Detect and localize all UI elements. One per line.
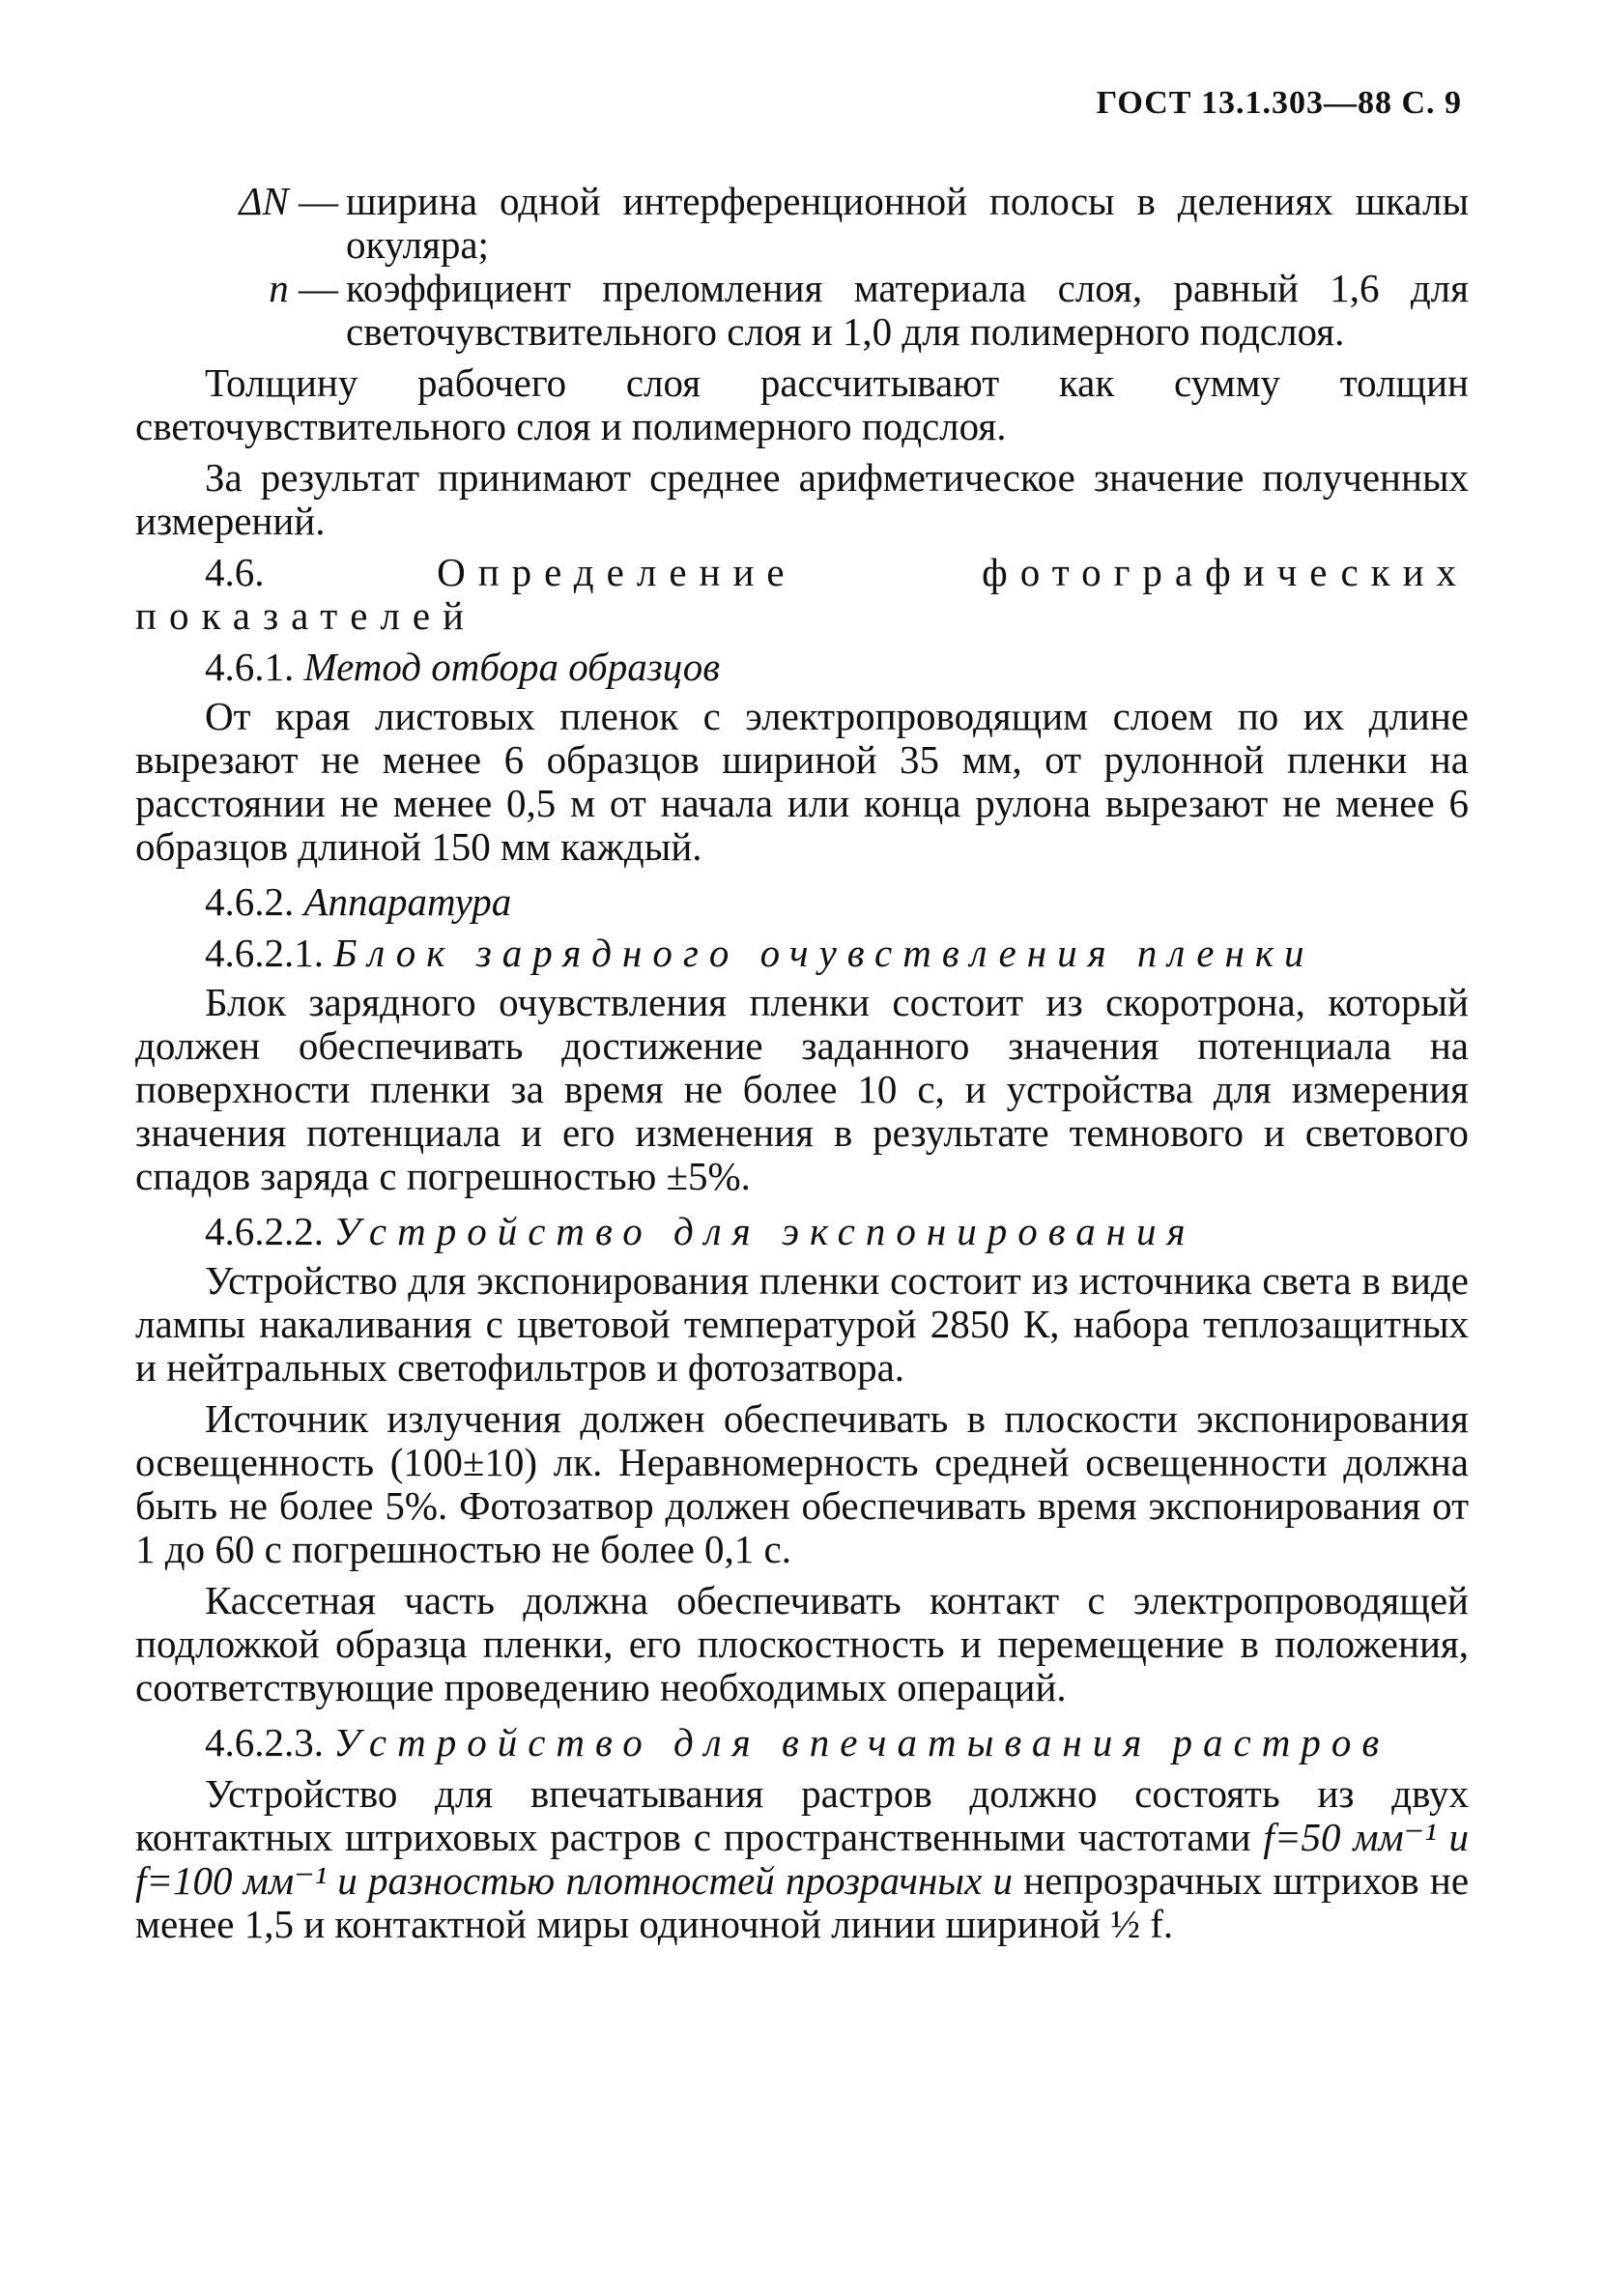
paragraph-result: За результат принимают среднее арифметическое значение полученных измерений. bbox=[135, 455, 1469, 543]
section-4-6-2-2-heading: 4.6.2.2. Устройство для экспонирования bbox=[205, 1209, 1196, 1253]
section-4-6-2-1-text: Блок зарядного очувствления пленки состоит из скоротрона, который должен обеспечивать достижение заданного значения потенциала на поверхности пленки за время не более 10 с, и устройства для измерения значения потенциала и его изменения в результате темнового и светового спадов заряда с погрешностью ±5%. bbox=[135, 980, 1469, 1198]
running-header: ГОСТ 13.1.303—88 С. 9 bbox=[1096, 85, 1462, 121]
section-4-6-2-1-heading: 4.6.2.1. Блок зарядного очувствления пленки bbox=[205, 931, 1315, 975]
section-4-6-1-text: От края листовых пленок с электропроводящим слоем по их длине вырезают не менее 6 образцов шириной 35 мм, от рулонной пленки на расстоянии не менее 0,5 м от начала или конца рулона вырезают не менее 6 образцов длиной 150 мм каждый. bbox=[135, 694, 1469, 869]
definition-text: коэффициент преломления материала слоя, равный 1,6 для светочувствительного слоя и 1,0 для полимерного подслоя. bbox=[346, 266, 1469, 354]
paragraph-thickness: Толщину рабочего слоя рассчитывают как сумму толщин светочувствительного слоя и полимерного подслоя. bbox=[135, 360, 1469, 448]
frequency-formula: f=50 мм⁻¹ и f=100 мм⁻¹ и разностью плотностей прозрачных и bbox=[135, 1815, 1469, 1903]
page-body bbox=[135, 180, 1469, 1946]
section-4-6-2-3-text: Устройство для впечатывания растров должно состоять из двух контактных штриховых растров с пространственными частотами f=50 мм⁻¹ и f=100 мм⁻¹ и разностью плотностей прозрачных и непрозрачных штрихов не менее 1,5 и контактной миры одиночной линии шириной ½ f. bbox=[135, 1771, 1470, 1946]
section-4-6-2-2-text-1: Устройство для экспонирования пленки состоит из источника света в виде лампы накаливания с цветовой температурой 2850 К, набора теплозащитных и нейтральных светофильтров и фотозатвора. bbox=[135, 1258, 1469, 1390]
definition-delta-n bbox=[135, 180, 1469, 267]
section-4-6-2-2-text-3: Кассетная часть должна обеспечивать контакт с электропроводящей подложкой образца пленки, его плоскостность и перемещение в положения, соответствующие проведению необходимых операций. bbox=[135, 1578, 1469, 1709]
definition-text: ширина одной интерференционной полосы в делениях шкалы окуляра; bbox=[346, 179, 1469, 267]
section-4-6-1-heading: 4.6.1. Метод отбора образцов bbox=[205, 645, 721, 689]
definition-symbol: ΔN — bbox=[239, 179, 338, 223]
section-4-6-2-3-heading: 4.6.2.3. Устройство для впечатывания растров bbox=[205, 1720, 1390, 1765]
section-4-6-heading: 4.6. Определение фотографических показателей bbox=[135, 550, 1470, 638]
definition-n bbox=[135, 267, 1469, 354]
definition-symbol: n — bbox=[269, 266, 338, 310]
section-4-6-2-2-text-2: Источник излучения должен обеспечивать в плоскости экспонирования освещенность (100±10) лк. Неравномерность средней освещенности должна быть не более 5%. Фотозатвор должен обеспечивать время экспонирования от 1 до 60 с погрешностью не более 0,1 с. bbox=[135, 1396, 1469, 1571]
section-4-6-2-heading: 4.6.2. Аппаратура bbox=[205, 879, 512, 924]
